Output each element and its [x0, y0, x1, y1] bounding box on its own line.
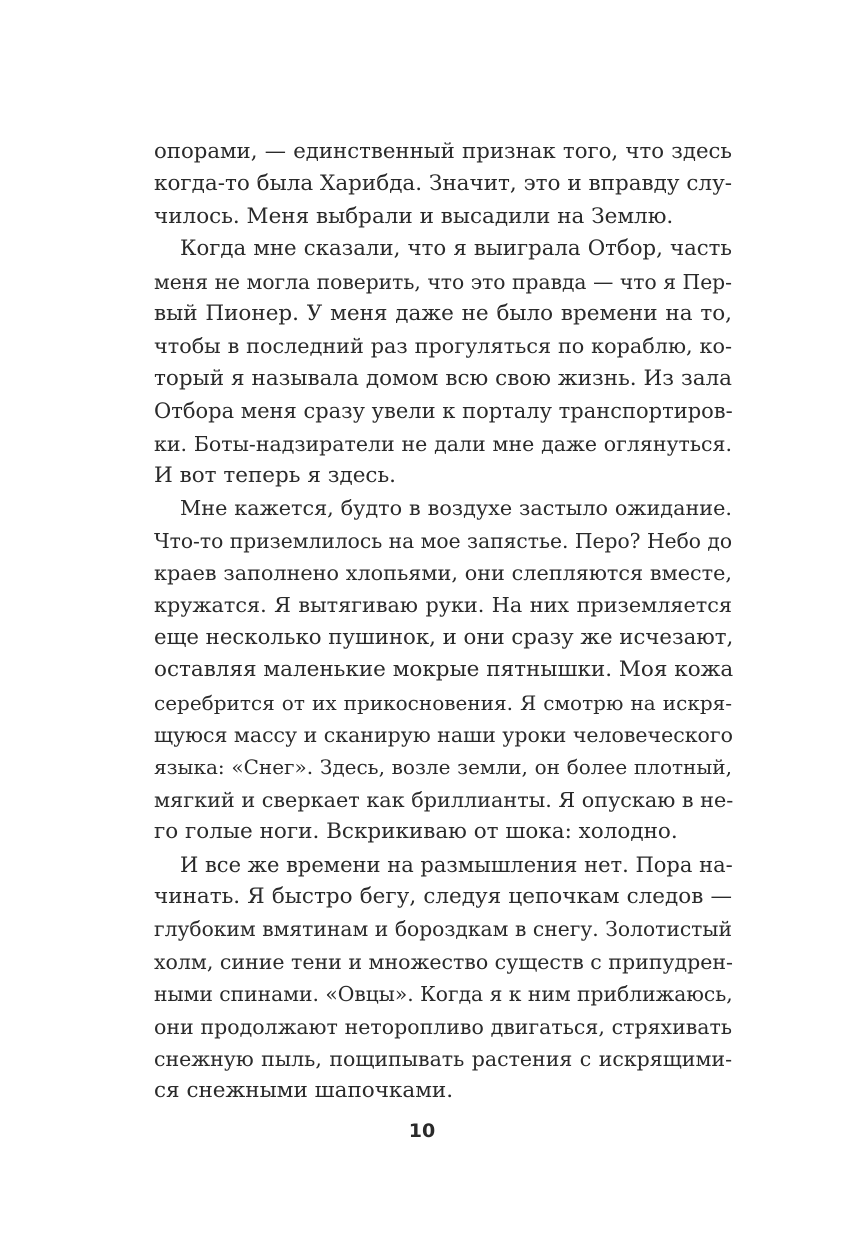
text-line: когда-то была Харибда. Значит, это и вправду слу- — [154, 171, 732, 197]
text-line: И вот теперь я здесь. — [154, 462, 397, 488]
text-line: ки. Боты-надзиратели не дали мне даже оглянуться. — [154, 431, 732, 456]
text-line: снежную пыль, пощипывать растения с искрящими- — [154, 1046, 732, 1071]
text-line: чтобы в последний раз прогуляться по кораблю, ко- — [154, 334, 732, 359]
text-line: холм, синие тени и множество существ с припудрен- — [154, 949, 733, 974]
paragraph — [154, 849, 732, 1108]
paragraph — [154, 492, 732, 848]
text-line: языка: «Снег». Здесь, возле земли, он более плотный, — [154, 755, 732, 780]
text-line: Что-то приземлилось на мое запястье. Перо? Небо до — [154, 528, 733, 553]
text-line: чилось. Меня выбрали и высадили на Землю. — [154, 203, 674, 229]
text-line: они продолжают неторопливо двигаться, стряхивать — [154, 1014, 732, 1039]
text-line: Мне кажется, будто в воздухе застыло ожидание. — [180, 496, 732, 521]
text-line: чинать. Я быстро бегу, следуя цепочкам следов — — [154, 883, 732, 909]
text-line: мягкий и сверкает как бриллианты. Я опускаю в не- — [154, 787, 734, 812]
text-line: серебрится от их прикосновения. Я смотрю на искря- — [154, 690, 732, 715]
text-line: кружатся. Я вытягиваю руки. На них приземляется — [154, 593, 732, 618]
text-line: вый Пионер. У меня даже не было времени на то, — [154, 300, 732, 326]
text-line: щуюся массу и сканирую наши уроки человеческого — [154, 723, 733, 748]
text-line: меня не могла поверить, что это правда — что я Пер- — [154, 269, 732, 294]
text-line: И все же времени на размышления нет. Пора на- — [180, 852, 733, 877]
text-line: глубоким вмятинам и бороздкам в снегу. Золотистый — [154, 917, 732, 942]
body-text — [154, 136, 732, 1108]
text-line: Отбора меня сразу увели к порталу транспортиров- — [154, 399, 733, 424]
paragraph — [154, 233, 732, 492]
text-line: торый я называла домом всю свою жизнь. Из зала — [154, 365, 732, 391]
text-line: еще несколько пушинок, и они сразу же исчезают, — [154, 624, 734, 650]
text-line: ся снежными шапочками. — [154, 1078, 454, 1104]
text-line: ными спинами. «Овцы». Когда я к ним приближаюсь, — [154, 982, 733, 1007]
page-number: 10 — [408, 1120, 436, 1142]
text-line: Когда мне сказали, что я выиграла Отбор, часть — [180, 236, 732, 262]
paragraph — [154, 136, 732, 233]
text-line: го голые ноги. Вскрикиваю от шока: холодно. — [154, 819, 678, 845]
text-line: опорами, — единственный признак того, что здесь — [154, 139, 732, 164]
text-line: оставляя маленькие мокрые пятнышки. Моя кожа — [154, 657, 734, 683]
text-line: краев заполнено хлопьями, они слепляются вместе, — [154, 561, 732, 586]
